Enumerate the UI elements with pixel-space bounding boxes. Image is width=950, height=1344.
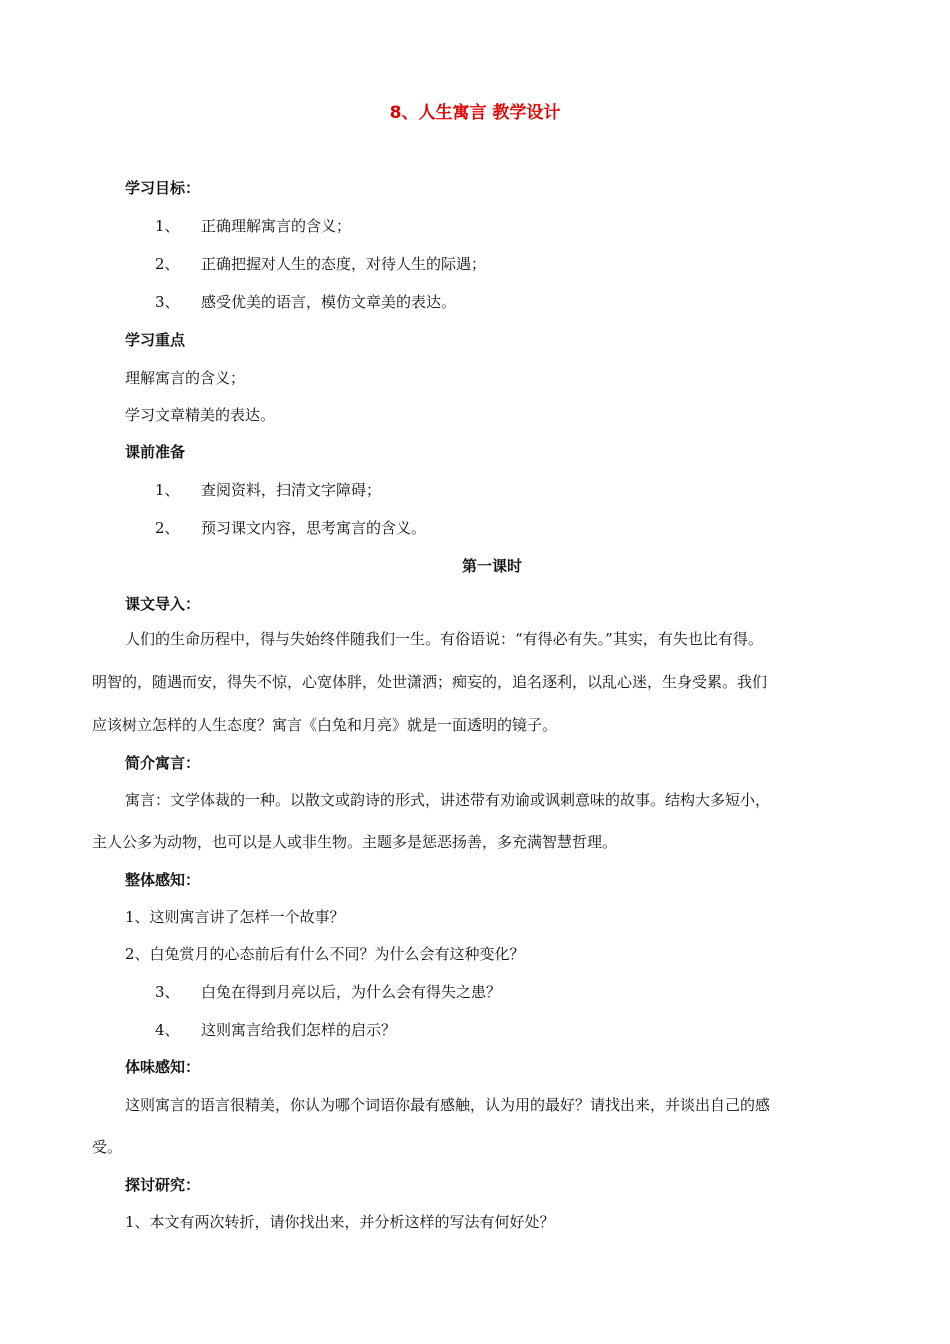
document-title: 8、人生寓言 教学设计 bbox=[389, 103, 561, 123]
paragraph-line: 人们的生命历程中，得与失始终伴随我们一生。有俗语说：“有得必有失。”其实，有失也比有得。 bbox=[125, 630, 763, 648]
objectives-heading: 学习目标： bbox=[125, 179, 201, 197]
paragraph-line: 明智的，随遇而安，得失不惊，心宽体胖，处世潇洒；痴妄的，追名逐利，以乱心迷，生身受累。我们 bbox=[92, 673, 768, 691]
item-text: 查阅资料，扫清文字障碍； bbox=[201, 481, 382, 499]
item-text: 预习课文内容，思考寓言的含义。 bbox=[201, 519, 427, 537]
introduction-heading: 课文导入： bbox=[125, 595, 201, 613]
item-number: 4、 bbox=[155, 1021, 180, 1039]
item-text: 这则寓言给我们怎样的启示？ bbox=[201, 1021, 397, 1039]
item-number: 1、 bbox=[155, 217, 180, 235]
item-number: 1、 bbox=[155, 481, 180, 499]
key-point-line: 理解寓言的含义； bbox=[125, 369, 246, 387]
appreciation-heading: 体味感知： bbox=[125, 1058, 201, 1076]
question-line: 1、这则寓言讲了怎样一个故事？ bbox=[125, 908, 345, 926]
paragraph-line: 主人公多为动物，也可以是人或非生物。主题多是惩恶扬善，多充满智慧哲理。 bbox=[92, 833, 618, 851]
fable-intro-heading: 简介寓言： bbox=[125, 754, 201, 772]
item-number: 2、 bbox=[155, 519, 180, 537]
item-number: 3、 bbox=[155, 293, 180, 311]
item-text: 正确把握对人生的态度，对待人生的际遇； bbox=[201, 255, 487, 273]
paragraph-line: 应该树立怎样的人生态度？寓言《白兔和月亮》就是一面透明的镜子。 bbox=[92, 716, 558, 734]
paragraph-line: 受。 bbox=[92, 1138, 123, 1156]
question-line: 2、白兔赏月的心态前后有什么不同？为什么会有这种变化？ bbox=[125, 945, 525, 963]
paragraph-line: 寓言：文学体裁的一种。以散文或韵诗的形式，讲述带有劝谕或讽刺意味的故事。结构大多短小， bbox=[125, 791, 771, 809]
question-line: 1、本文有两次转折，请你找出来，并分析这样的写法有何好处？ bbox=[125, 1213, 555, 1231]
lesson-heading: 第一课时 bbox=[461, 557, 522, 575]
research-heading: 探讨研究： bbox=[125, 1176, 201, 1194]
overall-heading: 整体感知： bbox=[125, 871, 201, 889]
preparation-heading: 课前准备 bbox=[125, 443, 186, 461]
item-number: 2、 bbox=[155, 255, 180, 273]
item-text: 感受优美的语言，模仿文章美的表达。 bbox=[201, 293, 457, 311]
item-text: 正确理解寓言的含义； bbox=[201, 217, 352, 235]
item-text: 白兔在得到月亮以后，为什么会有得失之患？ bbox=[201, 983, 502, 1001]
item-number: 3、 bbox=[155, 983, 180, 1001]
key-points-heading: 学习重点 bbox=[125, 331, 186, 349]
paragraph-line: 这则寓言的语言很精美，你认为哪个词语你最有感触，认为用的最好？请找出来，并谈出自己的感 bbox=[125, 1096, 771, 1114]
key-point-line: 学习文章精美的表达。 bbox=[125, 406, 276, 424]
